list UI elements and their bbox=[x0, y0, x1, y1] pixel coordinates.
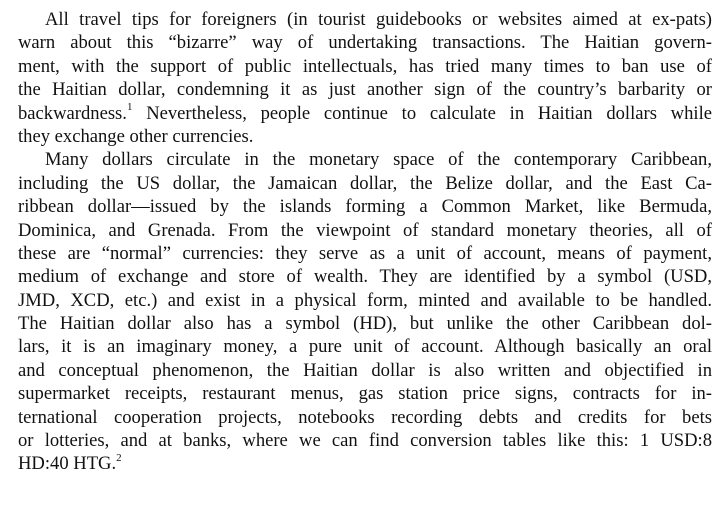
text-line: medium of exchange and store of wealth. They are identified by a symbol (USD, bbox=[18, 266, 712, 288]
text-line: these are “normal” currencies: they serve as a unit of account, means of payment, bbox=[18, 242, 712, 264]
text-line: Dominica, and Grenada. From the viewpoint of standard monetary theories, all of bbox=[18, 219, 712, 241]
text-line: they exchange other currencies. bbox=[18, 125, 254, 147]
text-line: JMD, XCD, etc.) and exist in a physical form, minted and available to be handled. bbox=[18, 289, 712, 311]
footnote-marker-2[interactable]: 2 bbox=[116, 452, 122, 465]
text-line: Many dollars circulate in the monetary space of the contemporary Caribbean, bbox=[45, 149, 712, 171]
document-page bbox=[18, 8, 712, 476]
text-line-with-footnote bbox=[18, 102, 712, 125]
text-line: ternational cooperation projects, notebooks recording debts and credits for bets bbox=[18, 406, 712, 428]
text-line: lars, it is an imaginary money, a pure unit of account. Although basically an oral bbox=[18, 336, 712, 358]
text-line: warn about this “bizarre” way of undertaking transactions. The Haitian govern- bbox=[18, 32, 712, 54]
text-line: and conceptual phenomenon, the Haitian dollar is also written and objectified in bbox=[18, 359, 712, 381]
text-line: including the US dollar, the Jamaican dollar, the Belize dollar, and the East Ca- bbox=[18, 172, 712, 194]
text-line: ribbean dollar—issued by the islands forming a Common Market, like Bermuda, bbox=[18, 196, 712, 218]
paragraph-2 bbox=[18, 148, 712, 475]
text-line: All travel tips for foreigners (in tourist guidebooks or websites aimed at ex-pats) bbox=[45, 9, 712, 30]
text-line: ment, with the support of public intellectuals, has tried many times to ban use of bbox=[18, 55, 712, 77]
text-line: the Haitian dollar, condemning it as just another sign of the country’s barbarity or bbox=[18, 79, 712, 101]
text-fragment: backwardness. bbox=[18, 102, 127, 124]
footnote-marker-1[interactable]: 1 bbox=[126, 101, 133, 114]
text-line: supermarket receipts, restaurant menus, gas station price signs, contracts for in- bbox=[18, 383, 712, 405]
text-fragment: HD:40 HTG. bbox=[18, 453, 117, 475]
text-line: or lotteries, and at banks, where we can find conversion tables like this: 1 USD:8 bbox=[18, 430, 712, 452]
text-line: The Haitian dollar also has a symbol (HD), but unlike the other Caribbean dol- bbox=[18, 313, 712, 335]
text-line-with-footnote bbox=[18, 452, 712, 475]
paragraph-1 bbox=[18, 8, 712, 148]
text-fragment: Nevertheless, people continue to calculate in Haitian dollars while bbox=[132, 102, 712, 124]
